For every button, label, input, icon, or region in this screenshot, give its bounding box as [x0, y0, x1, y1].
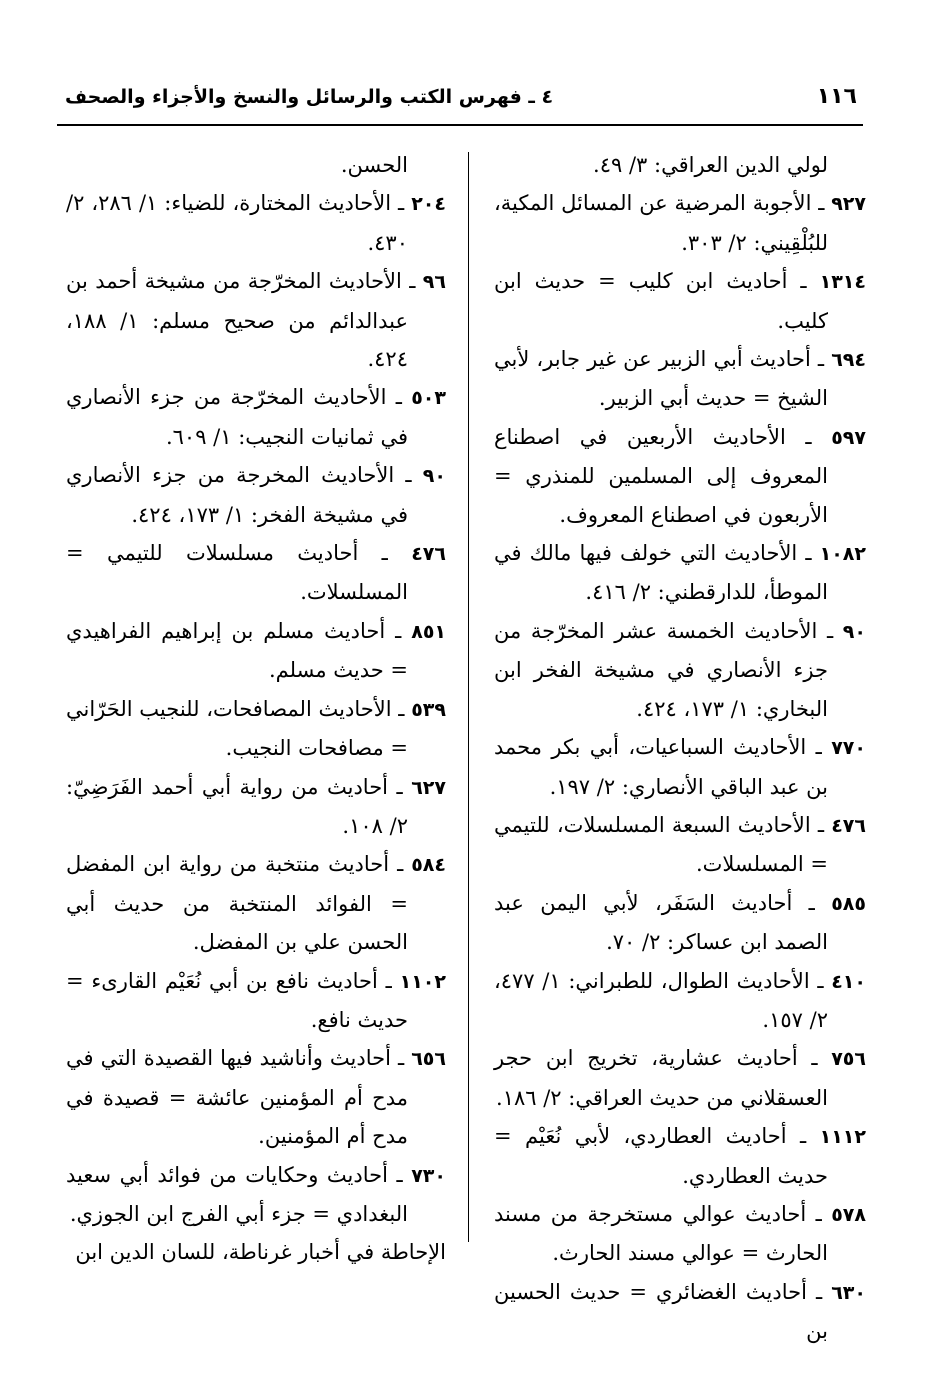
entry-number: ٩٠ — [842, 620, 866, 643]
entry-number: ٤٧٦ — [411, 543, 446, 566]
entry-text: ـ الأحاديث المختارة، للضياء: ١/ ٢٨٦، ٢/ ٤٣٠. — [66, 191, 408, 255]
entry-text: ـ أحاديث أبي الزبير عن غير جابر، لأبي الشيخ = حديث أبي الزبير. — [494, 347, 828, 411]
continuation-line: الحسن. — [340, 153, 408, 177]
entry-number: ٥٧٨ — [831, 1203, 866, 1226]
entry-number: ٩٦ — [422, 271, 446, 294]
entry-text: ـ أحاديث وحكايات من فوائد أبي سعيد البغدادي = جزء أبي الفرج ابن الجوزي. — [66, 1162, 408, 1226]
index-entry — [494, 184, 866, 262]
index-entry — [494, 1117, 866, 1195]
index-entry — [66, 845, 446, 961]
index-entry — [66, 378, 446, 456]
entry-text: ـ أحاديث عشارية، تخريج ابن حجر العسقلاني من حديث العراقي: ٢/ ١٨٦. — [494, 1046, 828, 1110]
entry-number: ٦٢٧ — [411, 776, 446, 799]
entry-number: ٩٠ — [422, 465, 446, 488]
index-entry — [66, 690, 446, 768]
entry-number: ٦٥٦ — [411, 1048, 446, 1071]
entry-text: ـ الأحاديث الطوال، للطبراني: ١/ ٤٧٧، ٢/ ١٥٧. — [494, 968, 828, 1032]
index-entry — [66, 534, 446, 612]
entry-number: ١١١٢ — [819, 1126, 866, 1149]
entry-number: ٥٩٧ — [831, 426, 866, 449]
entry-text: ـ أحاديث من رواية أبي أحمد الفَرَضِيّ: ٢/ ١٠٨. — [66, 774, 408, 838]
entry-number: ٧٧٠ — [831, 737, 866, 760]
entry-number: ٤١٠ — [831, 970, 866, 993]
index-entry — [66, 184, 446, 262]
entry-number: ٨٥١ — [411, 620, 447, 643]
index-entry — [494, 728, 866, 806]
entry-text: ـ الأحاديث المخرّجة من مشيخة أحمد بن عبدالدائم من صحيح مسلم: ١/ ١٨٨، ٤٢٤. — [66, 269, 416, 372]
index-entry — [66, 612, 446, 690]
index-entry — [494, 1195, 866, 1273]
running-head-title: ٤ ـ فهرس الكتب والرسائل والنسخ والأجزاء والصحف — [65, 86, 554, 108]
entry-text: ـ أحاديث العطاردي، لأبي نُعَيْم = حديث العطاردي. — [494, 1124, 828, 1188]
running-head — [55, 84, 875, 114]
entry-text: ـ أحاديث وأناشيد فيها القصيدة التي في مدح أم المؤمنين عائشة = قصيدة في مدح أم المؤمنين. — [66, 1046, 408, 1149]
entry-text: ـ الأحاديث الأربعين في اصطناع المعروف إلى المسلمين للمنذري = الأربعون في اصطناع المعروف. — [494, 424, 828, 527]
index-entry — [494, 418, 866, 534]
entry-text: ـ أحاديث منتخبة من رواية ابن المفضل = الفوائد المنتخبة من حديث أبي الحسن علي بن المفضل. — [66, 852, 408, 955]
index-entry — [494, 340, 866, 418]
column-divider — [468, 152, 469, 1242]
entry-text: ـ الأحاديث المصافحات، للنجيب الحَرّاني = مصافحات النجيب. — [66, 696, 408, 761]
entry-number: ٩٢٧ — [831, 193, 866, 216]
entry-number: ٦٣٠ — [831, 1281, 866, 1304]
index-entry — [494, 884, 866, 962]
entry-text: ـ الأجوبة المرضية عن المسائل المكية، للبُلْقِيني: ٢/ ٣٠٣. — [494, 191, 828, 255]
entry-number: ٥٨٤ — [411, 854, 446, 877]
index-entry — [494, 534, 866, 612]
index-entry — [66, 768, 446, 846]
entry-text: ـ الأحاديث السبعة المسلسلات، للتيمي = المسلسلات. — [494, 812, 828, 877]
index-entry — [494, 262, 866, 340]
entry-text: ـ الأحاديث السباعيات، أبي بكر محمد بن عبد الباقي الأنصاري: ٢/ ١٩٧. — [494, 735, 828, 799]
index-entry — [494, 612, 866, 728]
index-entry — [66, 1039, 446, 1155]
page-number: ١١٦ — [816, 84, 857, 109]
index-entry — [66, 456, 446, 534]
entry-number: ٧٥٦ — [831, 1048, 866, 1071]
entry-text: ـ أحاديث السَفَر، لأبي اليمن عبد الصمد ابن عساكر: ٢/ ٧٠. — [494, 890, 828, 955]
entry-number: ٦٩٤ — [831, 349, 866, 372]
entry-text: ـ أحاديث نافع بن أبي نُعَيْم القارىء = حديث نافع. — [66, 968, 408, 1032]
index-entry — [66, 262, 446, 378]
entry-text: ـ أحاديث مسلم بن إبراهيم الفراهيدي = حديث مسلم. — [66, 618, 408, 683]
entry-text: ـ أحاديث مسلسلات للتيمي = المسلسلات. — [66, 541, 408, 605]
index-entry — [66, 962, 446, 1040]
entry-text: الإحاطة في أخبار غرناطة، للسان الدين ابن — [75, 1240, 446, 1265]
entry-number: ٥٠٣ — [411, 387, 446, 410]
index-entry — [66, 1156, 446, 1234]
entry-number: ٧٣٠ — [411, 1164, 446, 1187]
entry-text: ـ أحاديث ابن كليب = حديث ابن كليب. — [494, 269, 828, 333]
index-entry — [494, 962, 866, 1040]
entry-number: ١١٠٢ — [399, 970, 446, 993]
entry-number: ٢٠٤ — [411, 193, 446, 216]
entry-number: ١٠٨٢ — [819, 543, 866, 566]
index-entry — [494, 1273, 866, 1351]
entry-text: ـ الأحاديث المخرّجة من جزء الأنصاري في ثمانيات النجيب: ١/ ٦٠٩. — [66, 385, 408, 449]
entry-number: ٥٣٩ — [411, 698, 446, 721]
left-column — [66, 146, 446, 1273]
header-rule — [57, 124, 863, 126]
entry-number: ١٣١٤ — [819, 271, 866, 294]
index-entry — [494, 1039, 866, 1117]
entry-text: ـ الأحاديث التي خولف فيها مالك في الموطأ، للدارقطني: ٢/ ٤١٦. — [494, 541, 828, 605]
entry-text: ـ أحاديث الغضائري = حديث الحسين بن — [494, 1279, 828, 1344]
entry-number: ٥٨٥ — [831, 892, 866, 915]
index-entry — [494, 806, 866, 884]
continuation-line: لولي الدين العراقي: ٣/ ٤٩. — [593, 153, 828, 177]
entry-text: ـ الأحاديث المخرجة من جزء الأنصاري في مشيخة الفخر: ١/ ١٧٣، ٤٢٤. — [66, 463, 412, 527]
entry-text: ـ أحاديث عوالي مستخرجة من مسند الحارث = عوالي مسند الحارث. — [494, 1201, 828, 1266]
entry-number: ٤٧٦ — [831, 814, 866, 837]
entry-text: ـ الأحاديث الخمسة عشر المخرّجة من جزء الأنصاري في مشيخة الفخر ابن البخاري: ١/ ١٧٣، ٤٢٤. — [494, 618, 834, 721]
right-column — [494, 146, 866, 1351]
index-entry — [66, 1233, 446, 1272]
